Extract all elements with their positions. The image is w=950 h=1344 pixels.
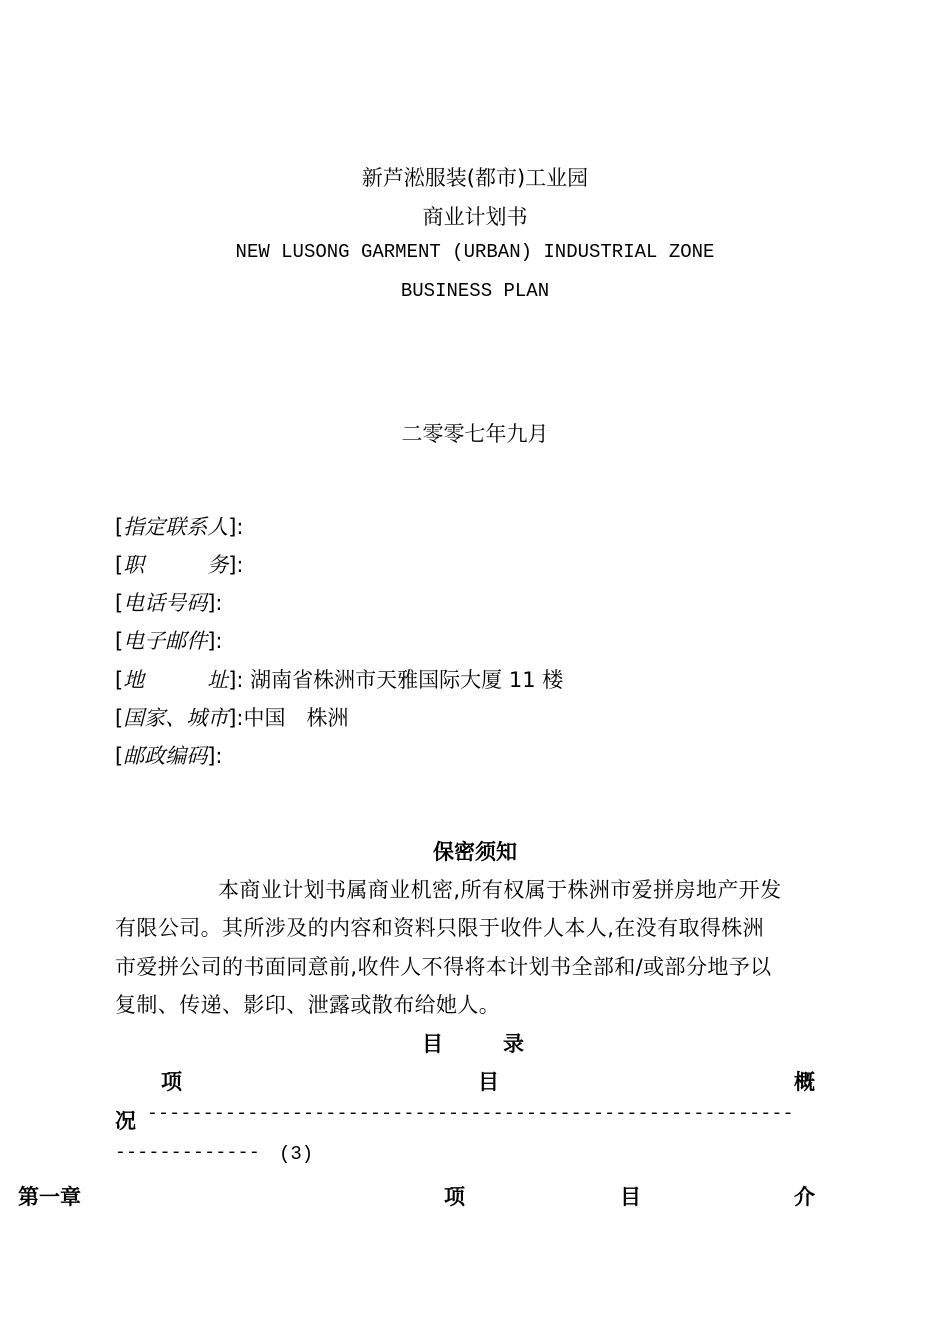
contact-field-email bbox=[115, 625, 222, 655]
toc-entry2-chapter[interactable]: 第一章 bbox=[18, 1185, 81, 1209]
toc-heading-lu: 录 bbox=[503, 1032, 524, 1056]
toc-entry2-word1[interactable]: 项 bbox=[444, 1185, 465, 1209]
bracket-close: ]: bbox=[228, 515, 244, 539]
bracket-close: ]: bbox=[228, 553, 244, 577]
bracket-close: ]: bbox=[207, 744, 223, 768]
toc-entry1-word3[interactable]: 概 bbox=[794, 1070, 815, 1094]
field-label: 地 址 bbox=[123, 668, 229, 692]
bracket-open: [ bbox=[115, 629, 124, 653]
contact-field-phone bbox=[115, 587, 222, 617]
toc-entry1-page[interactable]: (3) bbox=[279, 1143, 314, 1165]
confidential-line-1: 本商业计划书属商业机密,所有权属于株洲市爱拼房地产开发 bbox=[218, 878, 782, 902]
contact-field-position bbox=[115, 549, 243, 579]
field-label: 指定联系人 bbox=[123, 515, 229, 539]
title-zh-line2: 商业计划书 bbox=[422, 205, 528, 229]
document-date: 二零零七年九月 bbox=[401, 422, 549, 446]
confidential-heading: 保密须知 bbox=[433, 840, 517, 864]
title-zh-line1: 新芦淞服装(都市)工业园 bbox=[361, 166, 589, 190]
confidential-line-4: 复制、传递、影印、泄露或散布给她人。 bbox=[115, 993, 501, 1017]
toc-heading-mu: 目 bbox=[422, 1032, 443, 1056]
contact-field-contact-person bbox=[115, 511, 243, 541]
bracket-close: ]: bbox=[228, 706, 244, 730]
confidential-line-2: 有限公司。其所涉及的内容和资料只限于收件人本人,在没有取得株洲 bbox=[115, 916, 765, 940]
field-label: 邮政编码 bbox=[123, 744, 208, 768]
bracket-close: ]: bbox=[207, 629, 223, 653]
toc-entry1-word1[interactable]: 项 bbox=[161, 1070, 182, 1094]
contact-field-address bbox=[115, 664, 563, 694]
bracket-open: [ bbox=[115, 706, 124, 730]
bracket-open: [ bbox=[115, 553, 124, 577]
field-label: 电话号码 bbox=[123, 591, 208, 615]
field-value: 中国 株洲 bbox=[243, 706, 349, 730]
toc-entry1-dashes-cont[interactable]: ------------- bbox=[115, 1143, 260, 1163]
toc-entry1-word4[interactable]: 况 bbox=[115, 1109, 136, 1133]
toc-entry2-word2[interactable]: 目 bbox=[620, 1185, 641, 1209]
field-value: 湖南省株洲市天雅国际大厦 11 楼 bbox=[250, 668, 564, 692]
field-label: 职 务 bbox=[123, 553, 229, 577]
contact-field-postal-code bbox=[115, 740, 222, 770]
bracket-open: [ bbox=[115, 515, 124, 539]
bracket-close: ]: bbox=[228, 668, 251, 692]
toc-entry1-dashes[interactable]: ---------------------------------------------------------- bbox=[147, 1104, 794, 1124]
bracket-open: [ bbox=[115, 591, 124, 615]
toc-entry1-word2[interactable]: 目 bbox=[478, 1070, 499, 1094]
title-en-line1: NEW LUSONG GARMENT (URBAN) INDUSTRIAL ZONE bbox=[235, 241, 715, 263]
contact-field-country-city bbox=[115, 702, 348, 732]
bracket-close: ]: bbox=[207, 591, 223, 615]
bracket-open: [ bbox=[115, 668, 124, 692]
field-label: 电子邮件 bbox=[123, 629, 208, 653]
confidential-line-3: 市爱拼公司的书面同意前,收件人不得将本计划书全部和/或部分地予以 bbox=[115, 955, 772, 979]
toc-entry2-word3[interactable]: 介 bbox=[794, 1185, 815, 1209]
field-label: 国家、城市 bbox=[123, 706, 229, 730]
title-en-line2: BUSINESS PLAN bbox=[400, 280, 550, 302]
bracket-open: [ bbox=[115, 744, 124, 768]
